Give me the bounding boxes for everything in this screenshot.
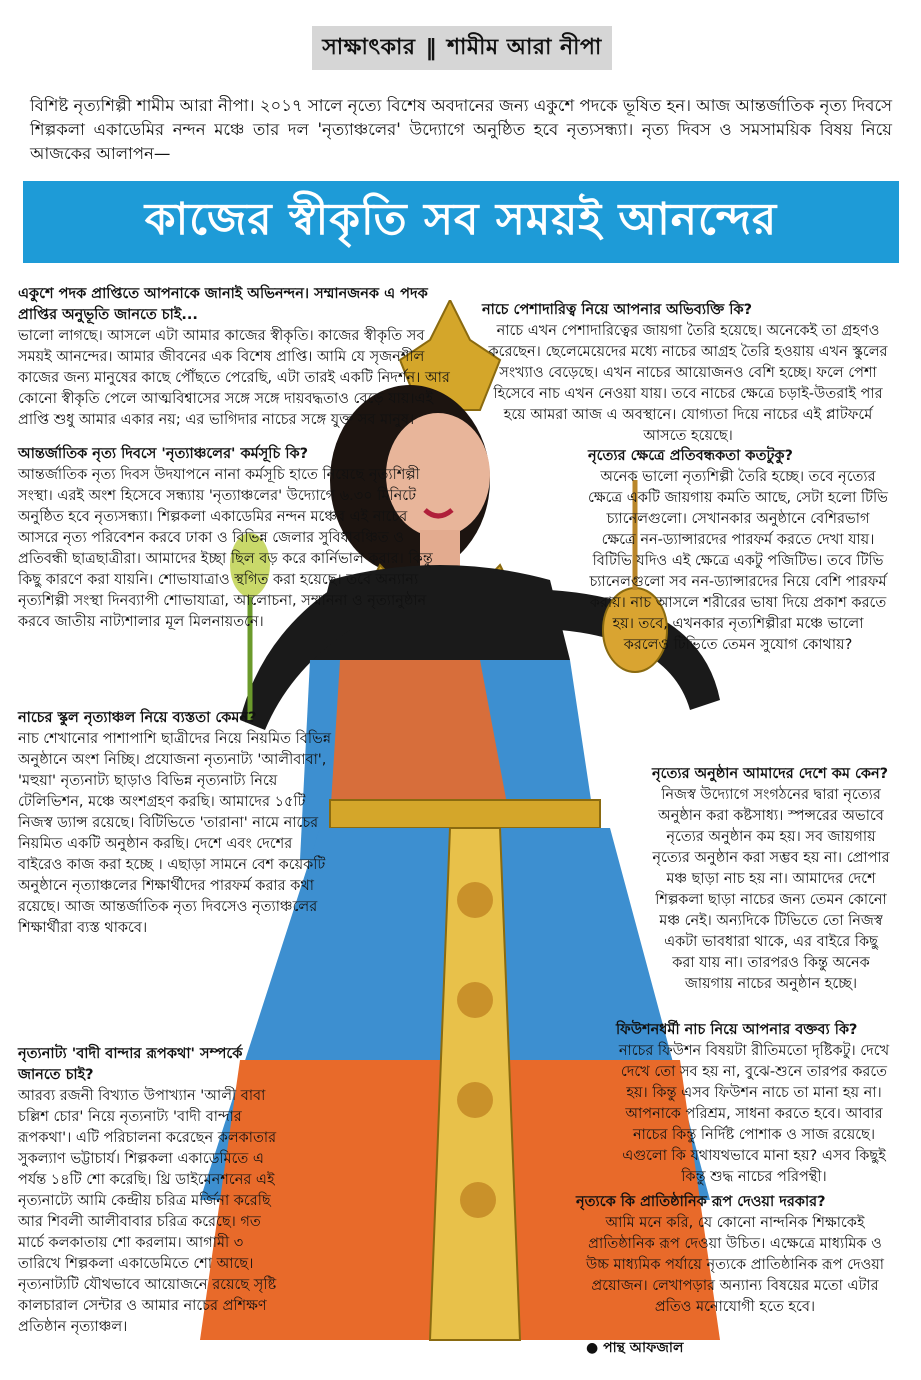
- question: নৃত্যনাট্য 'বাদী বান্দার রূপকথা' সম্পর্কে জানতে চাই?: [18, 1046, 243, 1083]
- question: নৃত্যের ক্ষেত্রে প্রতিবন্ধকতা কতটুকু?: [588, 448, 793, 464]
- answer: নিজস্ব উদ্যোগে সংগঠনের দ্বারা নৃত্যের অনুষ্ঠান করা কষ্টসাধ্য। স্পন্সরের অভাবে নৃত্যের অনুষ্ঠান কম হয়। সব জায়গায় নৃত্যের অনুষ্ঠান করা সম্ভব হয় না। প্রোপার মঞ্চ ছাড়া নাচ হয় না। আমাদের দেশে শিল্পকলা ছাড়া নাচের জন্য তেমন কোনো মঞ্চ নেই। অন্যদিকে টিভিতে তো নিজস্ব একটা ভাবধারা থাকে, এর বাইরে কিছু করা যায় না। তারপরও কিন্তু অনেক জায়গায় নাচের অনুষ্ঠান হচ্ছে।: [652, 787, 890, 992]
- answer: নাচে এখন পেশাদারিত্বের জায়গা তৈরি হয়েছে। অনেকেই তা গ্রহণও করেছেন। ছেলেমেয়েদের মধ্যে নাচের আগ্রহ তৈরি হওয়ায় এখন স্কুলের সংখ্যাও বেড়েছে। এখন নাচের আয়োজনও বেশি হচ্ছে। ফলে পেশা হিসেবে নাচ এখন নেওয়া যায়। তবে নাচের ক্ষেত্রে চড়াই-উতরাই পার হয়ে আমরা আজ এ অবস্থানে। যোগ্যতা দিয়ে নাচের এই প্লাটফর্মে আসতে হয়েছে।: [488, 323, 888, 444]
- answer: ভালো লাগছে। আসলে এটা আমার কাজের স্বীকৃতি। কাজের স্বীকৃতি সব সময়ই আনন্দের। আমার জীবনের এক বিশেষ প্রাপ্তি। আমি যে সৃজনশীল কাজের জন্য মানুষের কাছে পৌঁছতে পেরেছি, এটা তারই একটি নিদর্শন। আর কোনো স্বীকৃতি পেলে আত্মবিশ্বাসের সঙ্গে সঙ্গে দায়বদ্ধতাও বেড়ে যায়।এই প্রাপ্তি শুধু আমার একার নয়; এর ভাগিদার নাচের সঙ্গে যুক্ত সব মানুষ।: [18, 328, 450, 428]
- qa-left-1: [18, 284, 450, 431]
- qa-left-4: [18, 1044, 286, 1338]
- qa-right-2: [588, 446, 888, 656]
- answer: আমি মনে করি, যে কোনো নান্দনিক শিক্ষাকেই প্রাতিষ্ঠানিক রূপ দেওয়া উচিত। এক্ষেত্রে মাধ্যমিক ও উচ্চ মাধ্যমিক পর্যায়ে নৃত্যকে প্রাতিষ্ঠানিক রূপ দেওয়া প্রয়োজন। লেখাপড়ার অন্যান্য বিষয়ের মতো এটার প্রতিও মনোযোগী হতে হবে।: [586, 1215, 884, 1315]
- question: নৃত্যকে কি প্রাতিষ্ঠানিক রূপ দেওয়া দরকার?: [576, 1194, 826, 1210]
- qa-left-2: [18, 444, 450, 633]
- answer: আরব্য রজনী বিখ্যাত উপাখ্যান 'আলী বাবা চল্লিশ চোর' নিয়ে নৃত্যনাট্য 'বাদী বান্দার রূপকথা'। এটি পরিচালনা করেছেন কলকাতার সুকল্যাণ ভট্টাচার্য। শিল্পকলা একাডেমিতে এ পর্যন্ত ১৪টি শো করেছি। থ্রি ডাইমেনশনের এই নৃত্যনাট্যে আমি কেন্দ্রীয় চরিত্র মর্জিনা করেছি আর শিবলী আলীবাবার চরিত্র করেছে। গত মার্চে কলকাতায় শো করলাম। আগামী ৩ তারিখে শিল্পকলা একাডেমিতে শো আছে। নৃত্যনাট্যটি যৌথভাবে আয়োজনে রয়েছে সৃষ্টি কালচারাল সেন্টার ও আমার নাচের প্রশিক্ষণ প্রতিষ্ঠান নৃত্যাঞ্চল।: [18, 1088, 277, 1335]
- pleat-ornament: [457, 882, 493, 918]
- sari-drape: [330, 660, 510, 820]
- pleat-ornament: [460, 1182, 496, 1218]
- headline-band: [23, 181, 899, 263]
- answer: নাচ শেখানোর পাশাপাশি ছাত্রীদের নিয়ে নিয়মিত বিভিন্ন অনুষ্ঠানে অংশ নিচ্ছি। প্রযোজনা নৃত্যনাট্য 'আলীবাবা', 'মহুয়া' নৃত্যনাট্য ছাড়াও বিভিন্ন নৃত্যনাট্য নিয়ে টেলিভিশন, মঞ্চে অংশগ্রহণ করছি। আমাদের ১৫টি নিজস্ব ড্যান্স রয়েছে। বিটিভিতে 'তারানা' নামে নাচের নিয়মিত একটি অনুষ্ঠান করছি। দেশে এবং দেশের বাইরেও কাজ করা হচ্ছে । এছাড়া সামনে বেশ কয়েকটি অনুষ্ঠানে নৃত্যাঞ্চলের শিক্ষার্থীদের পারফর্ম করার কথা রয়েছে। আজ আন্তর্জাতিক নৃত্য দিবসেও নৃত্যাঞ্চলের শিক্ষার্থীরা ব্যস্ত থাকবে।: [18, 731, 332, 936]
- question: নাচের স্কুল নৃত্যাঞ্চল নিয়ে ব্যস্ততা কেমন?: [18, 710, 257, 726]
- section-header: [312, 26, 612, 70]
- headline: কাজের স্বীকৃতি সব সময়ই আনন্দের: [144, 193, 778, 245]
- header-separator: ‖: [425, 35, 437, 61]
- qa-right-5: [576, 1192, 894, 1318]
- qa-right-3: [652, 764, 890, 995]
- answer: অনেক ভালো নৃত্যশিল্পী তৈরি হচ্ছে। তবে নৃত্যের ক্ষেত্রে একটি জায়গায় কমতি আছে, সেটা হলো টিভি চ্যানেলগুলো। সেখানকার অনুষ্ঠানে বেশিরভাগ ক্ষেত্রে নন-ড্যান্সারদের পারফর্ম করতে দেখা যায়। বিটিভি যদিও এই ক্ষেত্রে একটু পজিটিভ। তবে টিভি চ্যানেলগুলো সব নন-ড্যান্সারদের নিয়ে বেশি পারফর্ম করায়। নাচ আসলে শরীরের ভাষা দিয়ে প্রকাশ করতে হয়। তবে, এখনকার নৃত্যশিল্পীরা মঞ্চে ভালো করলেও টিভিতে তেমন সুযোগ কোথায়?: [588, 469, 888, 653]
- answer: নাচের ফিউশন বিষয়টা রীতিমতো দৃষ্টিকটু। দেখে দেখে তো সব হয় না, বুঝে-শুনে তারপর করতে হয়। কিন্তু এসব ফিউশন নাচে তা মানা হয় না। আপনাকে পরিশ্রম, সাধনা করতে হবে। আবার নাচের কিন্তু নির্দিষ্ট পোশাক ও সাজ রয়েছে। এগুলো কি যথাযথভাবে মানা হয়? এসব কিছুই কিন্তু শুদ্ধ নাচের পরিপন্থী।: [618, 1043, 890, 1185]
- question: আন্তর্জাতিক নৃত্য দিবসে 'নৃত্যাঞ্চলের' কর্মসূচি কি?: [18, 446, 309, 462]
- qa-right-4: [616, 1020, 892, 1188]
- pleat-ornament: [457, 1082, 493, 1118]
- question: নাচে পেশাদারিত্ব নিয়ে আপনার অভিব্যক্তি কি?: [482, 302, 753, 318]
- question: ফিউশনধর্মী নাচ নিয়ে আপনার বক্তব্য কি?: [616, 1022, 858, 1038]
- byline: ● পান্থ আফজাল: [586, 1340, 684, 1356]
- waist-belt: [330, 800, 600, 828]
- section-label: সাক্ষাৎকার: [322, 34, 416, 60]
- qa-left-3: [18, 708, 336, 939]
- interviewee-name: শামীম আরা নীপা: [446, 34, 602, 60]
- intro-paragraph: বিশিষ্ট নৃত্যশিল্পী শামীম আরা নীপা। ২০১৭ সালে নৃত্যে বিশেষ অবদানের জন্য একুশে পদকে ভূষিত হন। আজ আন্তর্জাতিক নৃত্য দিবসে শিল্পকলা একাডেমির নন্দন মঞ্চে তার দল 'নৃত্যাঞ্চলের' উদ্যোগে অনুষ্ঠিত হবে নৃত্যসন্ধ্যা। নৃত্য দিবস ও সমসাময়িক বিষয় নিয়ে আজকের আলাপন—: [30, 96, 892, 163]
- pleat-ornament: [457, 982, 493, 1018]
- qa-right-1: [482, 300, 894, 447]
- answer: আন্তর্জাতিক নৃত্য দিবস উদযাপনে নানা কর্মসূচি হাতে নিয়েছে নৃত্যশিল্পী সংস্থা। এরই অংশ হিসেবে সন্ধ্যায় 'নৃত্যাঞ্চলের' উদ্যোগে ৬.৩০ মিনিটে অনুষ্ঠিত হবে নৃত্যসন্ধ্যা। শিল্পকলা একাডেমির নন্দন মঞ্চের এই নাচের আসরে নৃত্য পরিবেশন করবে ঢাকা ও বিভিন্ন জেলার সুবিধাবঞ্চিত ও প্রতিবন্ধী ছাত্রছাত্রীরা। আমাদের ইচ্ছা ছিল বড় করে কার্নিভাল করার। কিন্তু কিছু কারণে করা যায়নি। শোভাযাত্রাও স্থগিত করা হয়েছে। তবে অন্যান্য নৃত্যশিল্পী সংস্থা দিনব্যাপী শোভাযাত্রা, আলোচনা, সম্মাননা ও নৃত্যানুষ্ঠান করবে জাতীয় নাট্যশালার মূল মিলনায়তনে।: [18, 467, 433, 630]
- question: একুশে পদক প্রাপ্তিতে আপনাকে জানাই অভিনন্দন। সম্মানজনক এ পদক প্রাপ্তির অনুভূতি জানতে চাই...: [18, 286, 428, 323]
- question: নৃত্যের অনুষ্ঠান আমাদের দেশে কম কেন?: [652, 766, 889, 782]
